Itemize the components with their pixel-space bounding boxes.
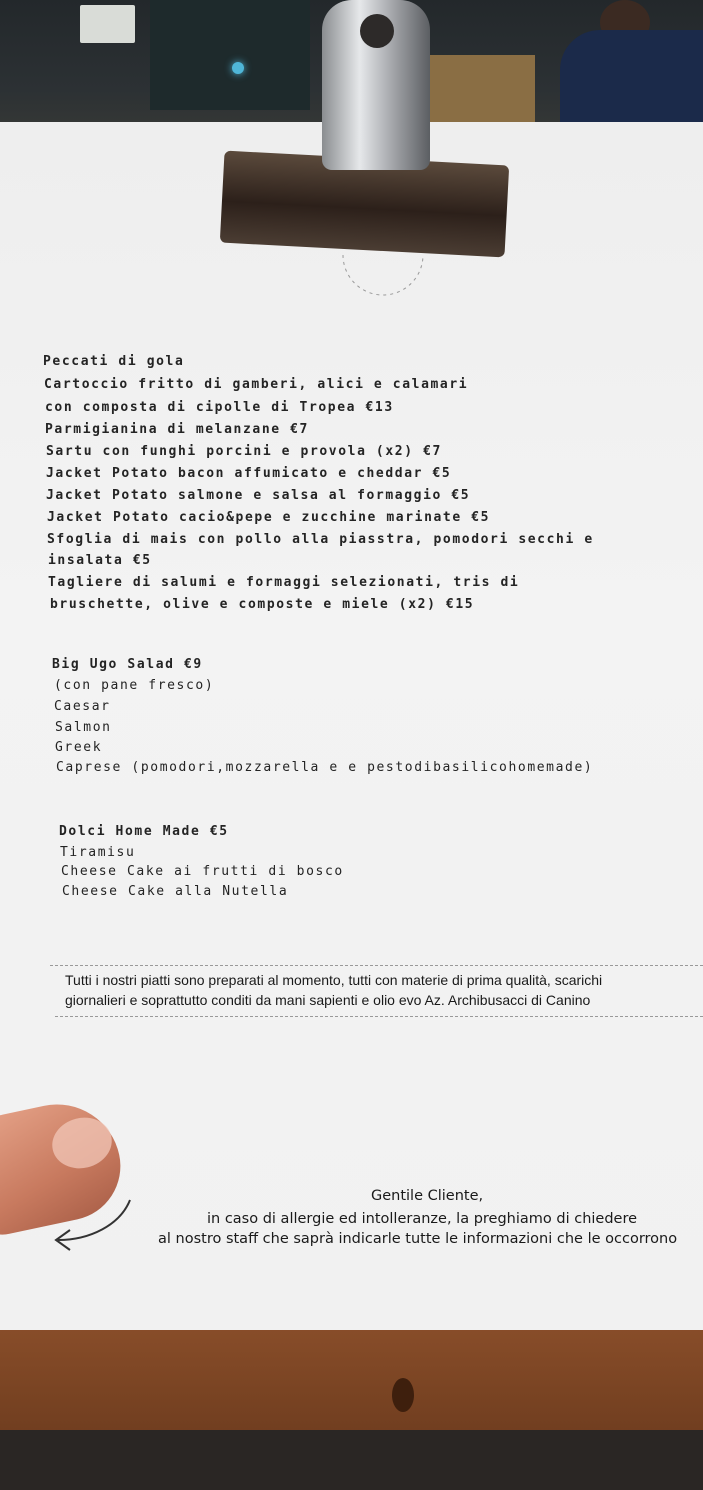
menu-item: Sartu con funghi porcini e provola (x2) €7 xyxy=(46,444,442,459)
allergy-line: al nostro staff che saprà indicarle tutte le informazioni che le occorrono xyxy=(158,1231,678,1247)
menu-item: Tiramisu xyxy=(60,845,136,860)
menu-item: Cheese Cake alla Nutella xyxy=(62,884,289,899)
background-light xyxy=(232,62,244,74)
notice-line: Tutti i nostri piatti sono preparati al momento, tutti con materie di prima qualità, scarichi xyxy=(65,972,603,988)
allergy-line: in caso di allergie ed intolleranze, la preghiamo di chiedere xyxy=(207,1211,638,1227)
background-sign xyxy=(80,5,135,43)
divider xyxy=(55,1016,703,1017)
allergy-greeting: Gentile Cliente, xyxy=(371,1188,484,1204)
wood-knot xyxy=(392,1378,414,1412)
menu-item: Caprese (pomodori,mozzarella e e pestodibasilicohomemade) xyxy=(56,760,594,775)
menu-item: (con pane fresco) xyxy=(54,678,215,693)
quality-notice xyxy=(65,970,703,1010)
menu-item: Jacket Potato cacio&pepe e zucchine marinate €5 xyxy=(47,510,491,525)
floor xyxy=(0,1430,703,1490)
section-heading-peccati: Peccati di gola xyxy=(43,354,185,369)
menu-item: Cartoccio fritto di gamberi, alici e calamari xyxy=(44,377,469,392)
menu-item: Cheese Cake ai frutti di bosco xyxy=(61,864,344,879)
divider xyxy=(50,965,703,966)
section-heading-salad: Big Ugo Salad €9 xyxy=(52,657,203,672)
menu-item: insalata €5 xyxy=(48,553,152,568)
background-window xyxy=(150,0,310,110)
menu-item: Jacket Potato salmone e salsa al formaggio €5 xyxy=(46,488,471,503)
menu-item: bruschette, olive e composte e miele (x2) €15 xyxy=(50,597,475,612)
menu-item: Parmigianina di melanzane €7 xyxy=(45,422,309,437)
menu-item: con composta di cipolle di Tropea €13 xyxy=(45,400,394,415)
menu-item: Jacket Potato bacon affumicato e cheddar €5 xyxy=(46,466,452,481)
menu-item: Tagliere di salumi e formaggi selezionati, tris di xyxy=(48,575,520,590)
menu-item: Salmon xyxy=(55,720,112,735)
section-heading-dolci: Dolci Home Made €5 xyxy=(59,824,229,839)
clip-hole xyxy=(360,14,394,48)
menu-item: Sfoglia di mais con pollo alla piasstra, pomodori secchi e xyxy=(47,532,594,547)
notice-line: giornalieri e soprattutto conditi da mani sapienti e olio evo Az. Archibusacci di Canino xyxy=(65,992,591,1008)
menu-item: Caesar xyxy=(54,699,111,714)
menu-item: Greek xyxy=(55,740,103,755)
